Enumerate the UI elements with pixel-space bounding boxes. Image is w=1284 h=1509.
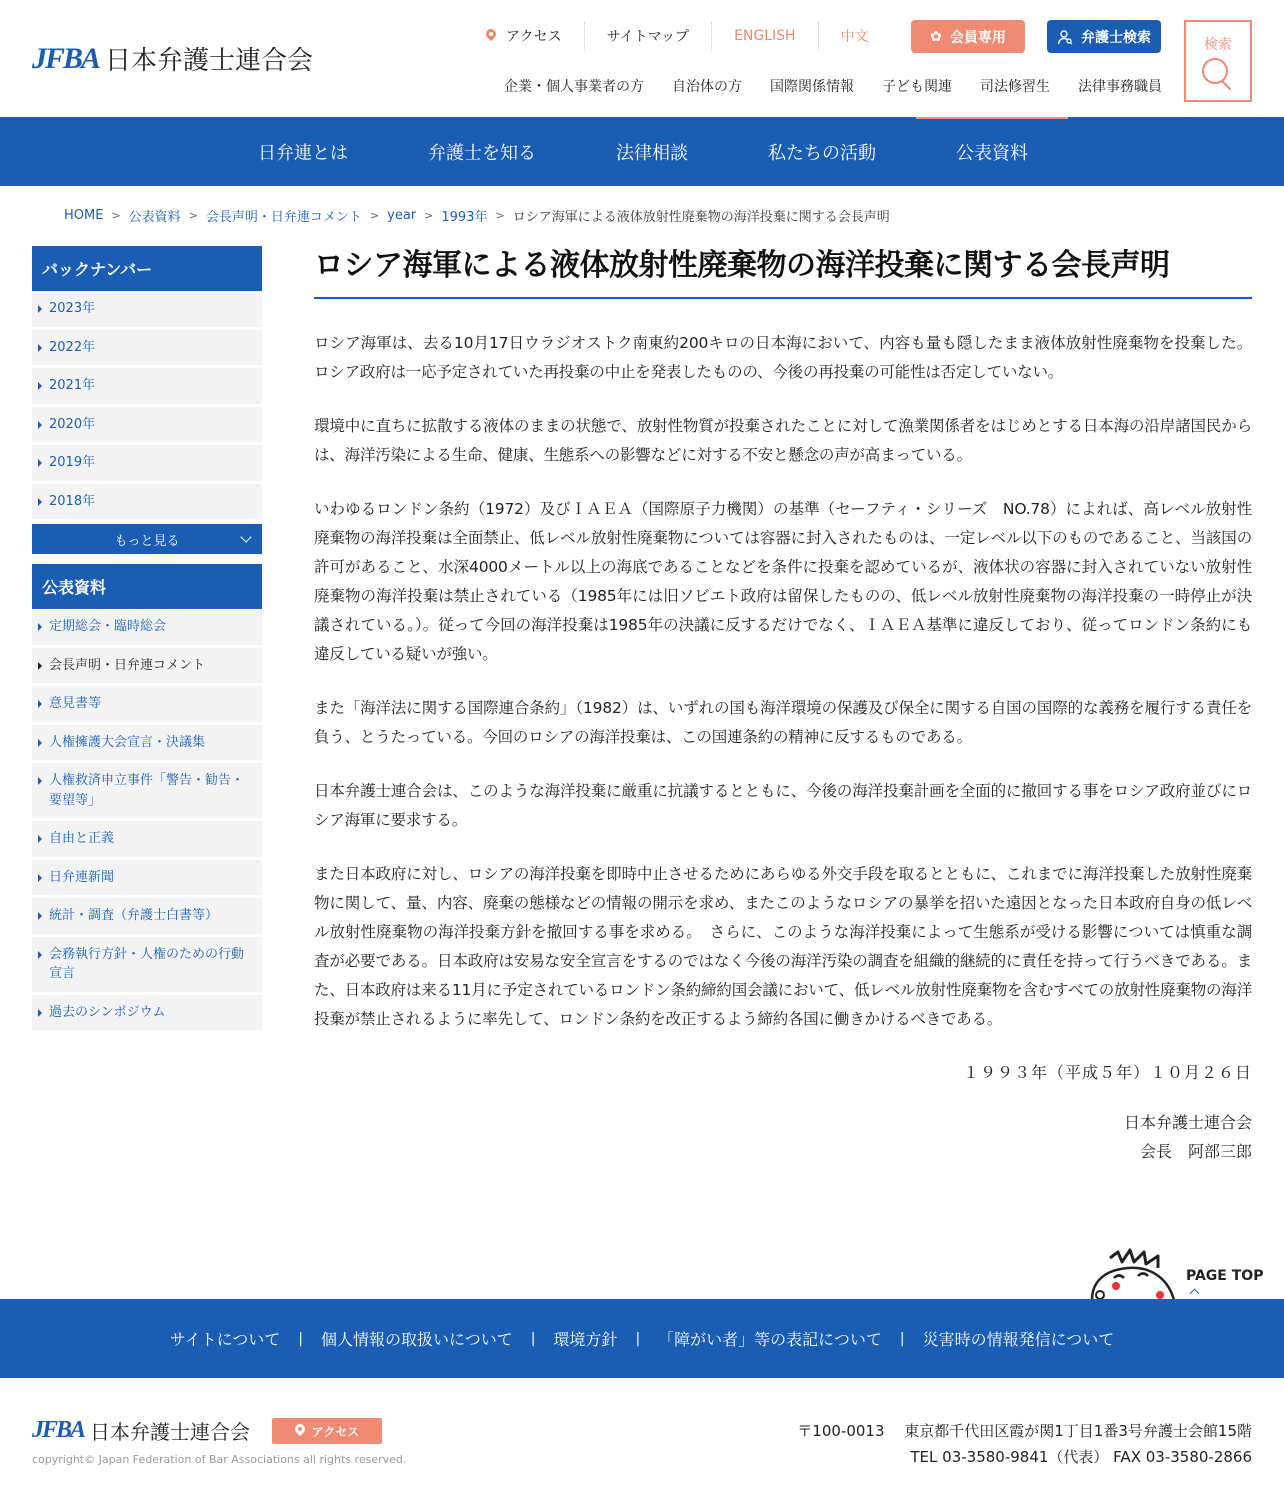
breadcrumb [64,206,890,225]
search-label: 検索 [1204,37,1232,53]
signature [314,1108,1252,1166]
footer-separator: | [635,1330,641,1347]
access-link-label: アクセス [506,29,562,45]
audience-link-business[interactable]: 企業・個人事業者の方 [504,79,644,95]
access-link[interactable] [486,22,585,50]
lawyer-search-button[interactable] [1047,20,1161,53]
show-more-button[interactable] [32,524,262,554]
breadcrumb-statements[interactable]: 会長声明・日弁連コメント [205,210,362,225]
audience-link-international[interactable]: 国際関係情報 [770,79,854,95]
footer-separator: | [530,1330,536,1347]
breadcrumb-separator: > [369,209,380,222]
page-top-button[interactable] [1088,1248,1268,1300]
contact-line: TEL 03-3580-9841（代表） FAX 03-3580-2866 [910,1448,1252,1466]
signature-president: 会長 阿部三郎 [1139,1142,1252,1161]
member-only-label: 会員専用 [949,29,1006,46]
footer-logo[interactable] [32,1416,250,1445]
global-nav [0,117,1284,186]
footer-access-label: アクセス [311,1424,360,1439]
site-header [0,0,1284,117]
site-footer [0,1378,1284,1509]
search-icon [1202,58,1234,90]
signature-org: 日本弁護士連合会 [1123,1113,1252,1132]
utility-nav [486,20,891,52]
gnav-activities[interactable]: 私たちの活動 [768,142,876,164]
footer-logo-mark: JFBA [32,1417,85,1443]
article-paragraph: いわゆるロンドン条約（1972）及びＩＡＥＡ（国際原子力機関）の基準（セーフティ・シリーズ NO.78）によれば、高レベル放射性廃棄物の海洋投棄は全面禁止、低レベル放射性廃棄物については容器に封入されたものは、一定レベル以下のものであること、当該国の許可があること、水深4000メートル以上の海底であることなどを条件に投棄を認めているが、液体状の容器に封入されていない放射性廃棄物の海洋投棄は禁止されている（1985年には旧ソビエト政府は留保したものの、低レベル放射性廃棄物の海洋投棄の一時停止が決議されている。）。従って今回の海洋投棄は1985年の決議に反するだけでなく、ＩＡＥＡ基準に違反しており、従ってロンドン条約にも違反している疑いが強い。 [314,500,1252,663]
chinese-link[interactable]: 中文 [840,29,869,45]
sidebar-item-newspaper[interactable]: 日弁連新聞 [32,860,262,899]
article-paragraph: 環境中に直ちに拡散する液体のままの状態で、放射性物質が投棄されたことに対して漁業関係者をはじめとする日本海の沿岸諸国民からは、海洋汚染による生命、健康、生態系への影響などに対する不安と懸念の声が高まっている。 [314,417,1252,464]
footer-nav [0,1299,1284,1378]
audience-link-staff[interactable]: 法律事務職員 [1078,79,1162,95]
sidebar-item-symposium[interactable]: 過去のシンポジウム [32,995,262,1034]
footer-link-privacy[interactable]: 個人情報の取扱いについて [321,1330,513,1349]
breadcrumb-publications[interactable]: 公表資料 [128,210,181,225]
page-top-label [1186,1268,1268,1300]
footer-access-button[interactable] [272,1418,382,1444]
copyright: copyright© Japan Federation of Bar Associations all rights reserved. [32,1453,407,1466]
article-paragraph: また日本政府に対し、ロシアの海洋投棄を即時中止させるためにあらゆる外交手段を取るとともに、これまでに海洋投棄した放射性廃棄物に関して、量、内容、廃棄の態様などの情報の開示を求め、またこのようなロシアの暴挙を招いた遠因となった日本政府自身の低レベル放射性廃棄物の海洋投棄方針を撤回する事を求める。 さらに、このような海洋投棄によって生態系が受ける影響については慎重な調査が必要である。日本政府は安易な安全宣言をするのではなく今後の海洋汚染の調査を組織的継続的に責任を持って行うべきである。また、日本政府は来る11月に予定されているロンドン条約締約国会議において、低レベル放射性廃棄物を含むすべての放射性廃棄物の海洋投棄が禁止されるように率先して、ロンドン条約を改正するよう締約各国に働きかけるべきである。 [314,865,1252,1028]
page-title: ロシア海軍による液体放射性廃棄物の海洋投棄に関する会長声明 [314,246,1252,299]
footer-link-disaster-info[interactable]: 災害時の情報発信について [922,1330,1115,1349]
search-button[interactable] [1184,20,1252,102]
article-body [314,329,1252,1034]
article-paragraph: ロシア海軍は、去る10月17日ウラジオストク南東約200キロの日本海において、内容も量も隠したまま液体放射性廃棄物を投棄した。ロシア政府は一応予定されていた再投棄の中止を発表したものの、今後の再投棄の可能性は否定していない。 [314,334,1252,381]
sidebar-year-2023[interactable]: 2023年 [32,291,262,330]
show-more-label: もっと見る [114,533,180,549]
footer-separator: | [298,1330,304,1347]
breadcrumb-separator: > [424,209,434,222]
article-paragraph: 日本弁護士連合会は、このような海洋投棄に厳重に抗議するとともに、今後の海洋投棄計画を全面的に撤回する事をロシア政府並びにロシア海軍に要求する。 [314,782,1252,829]
publications-heading: 公表資料 [32,564,262,609]
backnumber-heading: バックナンバー [32,246,262,291]
sidebar-year-2022[interactable]: 2022年 [32,330,262,369]
footer-link-disability-notation[interactable]: 「障がい者」等の表記について [658,1330,882,1349]
breadcrumb-home[interactable]: HOME [64,208,104,223]
sidebar-item-human-rights-relief[interactable]: 人権救済申立事件「警告・勧告・要望等」 [32,763,262,821]
sidebar-item-statistics[interactable]: 統計・調査（弁護士白書等） [32,898,262,937]
sidebar-item-statements[interactable]: 会長声明・日弁連コメント [32,648,262,687]
gnav-publications[interactable]: 公表資料 [916,117,1068,186]
gnav-about[interactable]: 日弁連とは [258,142,348,164]
sidebar-year-2020[interactable]: 2020年 [32,407,262,446]
mascot-icon [1088,1248,1180,1300]
audience-link-children[interactable]: 子ども関連 [882,79,952,95]
logo-mark: JFBA [32,41,100,75]
breadcrumb-separator: > [111,209,121,222]
sidebar-year-2021[interactable]: 2021年 [32,368,262,407]
audience-nav [490,74,1176,98]
sidebar-item-liberty-justice[interactable]: 自由と正義 [32,821,262,860]
logo-text: 日本弁護士連合会 [105,46,314,76]
footer-link-about-site[interactable]: サイトについて [169,1330,281,1349]
address-line: 〒100-0013 東京都千代田区霞が関1丁目1番3号弁護士会館15階 [797,1422,1252,1440]
audience-link-municipality[interactable]: 自治体の方 [672,79,742,95]
site-logo[interactable] [32,40,313,77]
footer-separator: | [899,1330,905,1347]
sidebar-item-general-meeting[interactable]: 定期総会・臨時総会 [32,609,262,648]
chevron-down-icon [240,531,251,542]
breadcrumb-separator: > [495,209,505,222]
map-pin-icon [486,29,496,43]
sidebar-item-human-rights-declarations[interactable]: 人権擁護大会宣言・決議集 [32,725,262,764]
flower-icon: ✿ [930,28,942,45]
sidebar-item-opinions[interactable]: 意見書等 [32,686,262,725]
member-only-button[interactable] [911,20,1025,53]
sidebar-item-policy[interactable]: 会務執行方針・人権のための行動宣言 [32,937,262,995]
map-pin-icon [295,1424,305,1438]
chevron-up-icon [1190,1289,1200,1299]
breadcrumb-separator: > [188,209,198,222]
breadcrumb-1993[interactable]: 1993年 [441,210,488,225]
page-top-text: PAGE TOP [1186,1268,1264,1284]
article-paragraph: また「海洋法に関する国際連合条約」（1982）は、いずれの国も海洋環境の保護及び保全に関する自国の国際的な義務を履行する責任を負う、とうたっている。今回のロシアの海洋投棄は、この国連条約の精神に反するものである。 [314,699,1252,746]
english-link[interactable]: ENGLISH [712,22,819,50]
person-icon [1057,29,1073,45]
article [314,246,1252,1166]
sitemap-link[interactable]: サイトマップ [585,22,712,50]
statement-date: １９９３年（平成５年）１０月２６日 [962,1063,1252,1082]
gnav-lawyers[interactable]: 弁護士を知る [428,142,536,164]
sidebar-year-2018[interactable]: 2018年 [32,484,262,523]
sidebar [32,246,262,1033]
address [797,1418,1252,1470]
sidebar-year-2019[interactable]: 2019年 [32,445,262,484]
breadcrumb-current: ロシア海軍による液体放射性廃棄物の海洋投棄に関する会長声明 [512,210,890,225]
footer-link-environment[interactable]: 環境方針 [553,1330,618,1349]
gnav-consultation[interactable]: 法律相談 [616,142,688,164]
audience-link-trainees[interactable]: 司法修習生 [980,79,1050,95]
breadcrumb-year[interactable]: year [387,208,417,223]
lawyer-search-label: 弁護士検索 [1081,29,1151,46]
footer-logo-text: 日本弁護士連合会 [90,1420,251,1444]
